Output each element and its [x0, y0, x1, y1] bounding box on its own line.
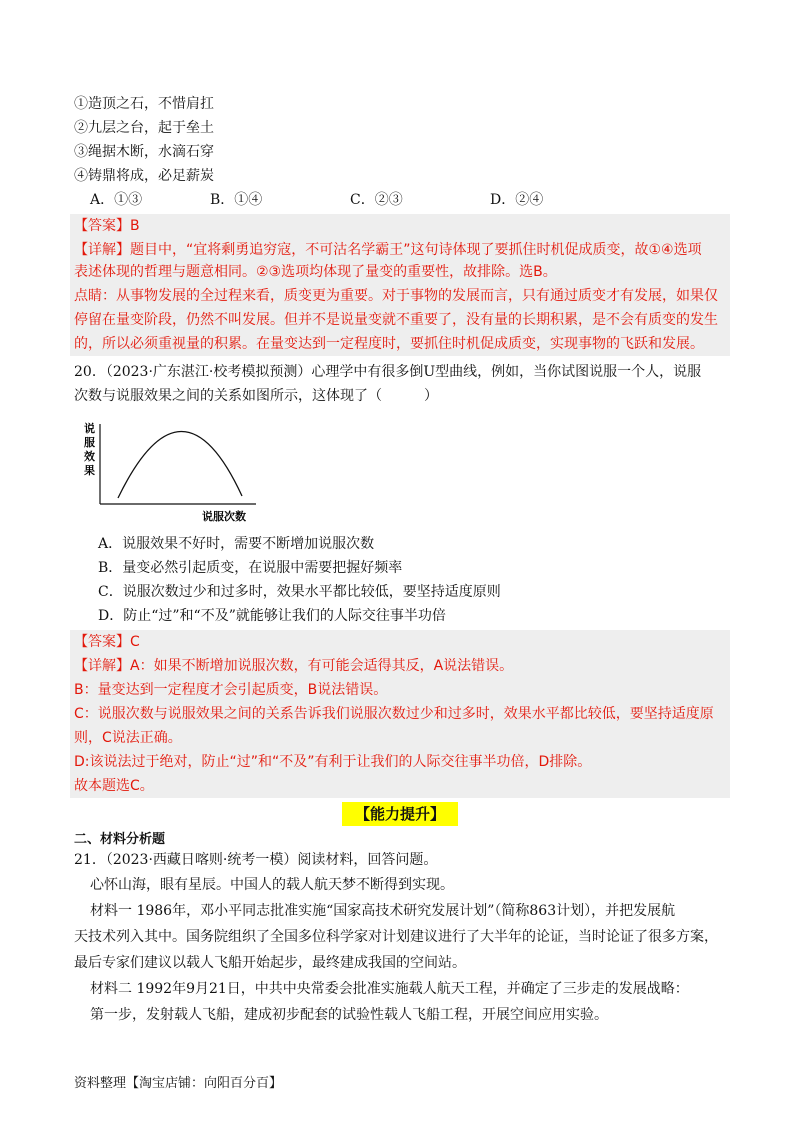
q21-stem: 21．（2023·西藏日喀则·统考一模）阅读材料，回答问题。: [74, 852, 438, 868]
q19-option-b: B．①④: [210, 192, 263, 208]
q20-answer-line: C：说服次数与说服效果之间的关系告诉我们说服次数过少和过多时，效果水平都比较低，要坚持适度原: [74, 706, 714, 722]
figure-inverted-u-curve: [118, 431, 242, 498]
q20-inverted-u-figure: [80, 418, 270, 530]
q19-item-1: ①造顶之石，不惜肩扛: [74, 96, 214, 112]
section-banner: 【能力提升】: [342, 802, 458, 826]
q20-option-d: D．防止“过”和“不及”就能够让我们的人际交往事半功倍: [98, 608, 446, 624]
q19-answer-line: 【详解】题目中，“宜将剩勇追穷寇，不可沽名学霸王”这句诗体现了要抓住时机促成质变，故①④选项: [74, 242, 702, 258]
q20-answer-line: 【详解】A：如果不断增加说服次数，有可能会适得其反，A说法错误。: [74, 658, 514, 674]
q20-option-b: B．量变必然引起质变，在说服中需要把握好频率: [98, 560, 403, 576]
q20-answer-line: 则，C说法正确。: [74, 730, 182, 746]
q19-answer-line: 【答案】B: [74, 218, 140, 234]
figure-x-label: 说服次数: [202, 510, 246, 523]
figure-y-label-char: 效: [84, 450, 95, 463]
q19-item-3: ③绳据木断，水滴石穿: [74, 144, 214, 160]
q20-answer-line: B：量变达到一定程度才会引起质变，B说法错误。: [74, 682, 388, 698]
figure-y-label-char: 服: [84, 436, 95, 449]
q19-option-d: D．②④: [490, 192, 544, 208]
q21-material-line: 天技术列入其中。国务院组织了全国多位科学家对计划建议进行了大半年的论证，当时论证了很多方案，: [74, 929, 718, 945]
q20-answer-line: 【答案】C: [74, 634, 140, 650]
q19-answer-line: 停留在量变阶段，仍然不叫发展。但并不是说量变就不重要了，没有量的长期积累，是不会有质变的发生: [74, 312, 718, 328]
q21-material-line: 第一步，发射载人飞船，建成初步配套的试验性载人飞船工程，开展空间应用实验。: [90, 1007, 608, 1023]
q20-answer-box: [70, 630, 730, 798]
q21-material-line: 材料二 1992年9月21日，中共中央常委会批准实施载人航天工程，并确定了三步走的发展战略：: [90, 981, 689, 997]
q19-answer-line: 点睛：从事物发展的全过程来看，质变更为重要。对于事物的发展而言，只有通过质变才有发展，如果仅: [74, 288, 718, 304]
q19-answer-box: [70, 214, 730, 356]
q20-stem-line: 20．（2023·广东湛江·校考模拟预测）心理学中有很多倒U型曲线，例如，当你试图说服一个人，说服: [74, 364, 702, 380]
q19-option-c: C．②③: [350, 192, 403, 208]
section-heading: 二、材料分析题: [74, 832, 166, 847]
figure-y-label-char: 果: [84, 464, 95, 477]
q19-answer-line: 的，所以必须重视量的积累。在量变达到一定程度时，要抓住时机促成质变，实现事物的飞跃和发展。: [74, 336, 704, 352]
q21-material-line: 心怀山海，眼有星辰。中国人的载人航天梦不断得到实现。: [90, 877, 454, 893]
q19-answer-line: 表述体现的哲理与题意相同。②③选项均体现了量变的重要性，故排除。选B。: [74, 264, 557, 280]
q19-item-4: ④铸鼎将成，必足薪炭: [74, 168, 214, 184]
q20-answer-line: 故本题选C。: [74, 778, 154, 794]
q20-option-c: C．说服次数过少和过多时，效果水平都比较低，要坚持适度原则: [98, 584, 501, 600]
page-footer: 资料整理【淘宝店铺：向阳百分百】: [74, 1076, 283, 1091]
q19-item-2: ②九层之台，起于垒土: [74, 120, 214, 136]
q19-option-a: A．①③: [90, 192, 143, 208]
q20-option-a: A．说服效果不好时，需要不断增加说服次数: [98, 536, 375, 552]
q20-stem-line: 次数与说服效果之间的关系如图所示，这体现了（ ）: [74, 388, 438, 404]
q21-material-line: 材料一 1986年，邓小平同志批准实施“国家高技术研究发展计划”（简称863计划），并把发展航: [90, 903, 676, 919]
figure-y-label-char: 说: [84, 422, 95, 435]
q20-answer-line: D:该说法过于绝对，防止“过”和“不及”有利于让我们的人际交往事半功倍，D排除。: [74, 754, 592, 770]
q21-material-line: 最后专家们建议以载人飞船开始起步，最终建成我国的空间站。: [74, 955, 466, 971]
